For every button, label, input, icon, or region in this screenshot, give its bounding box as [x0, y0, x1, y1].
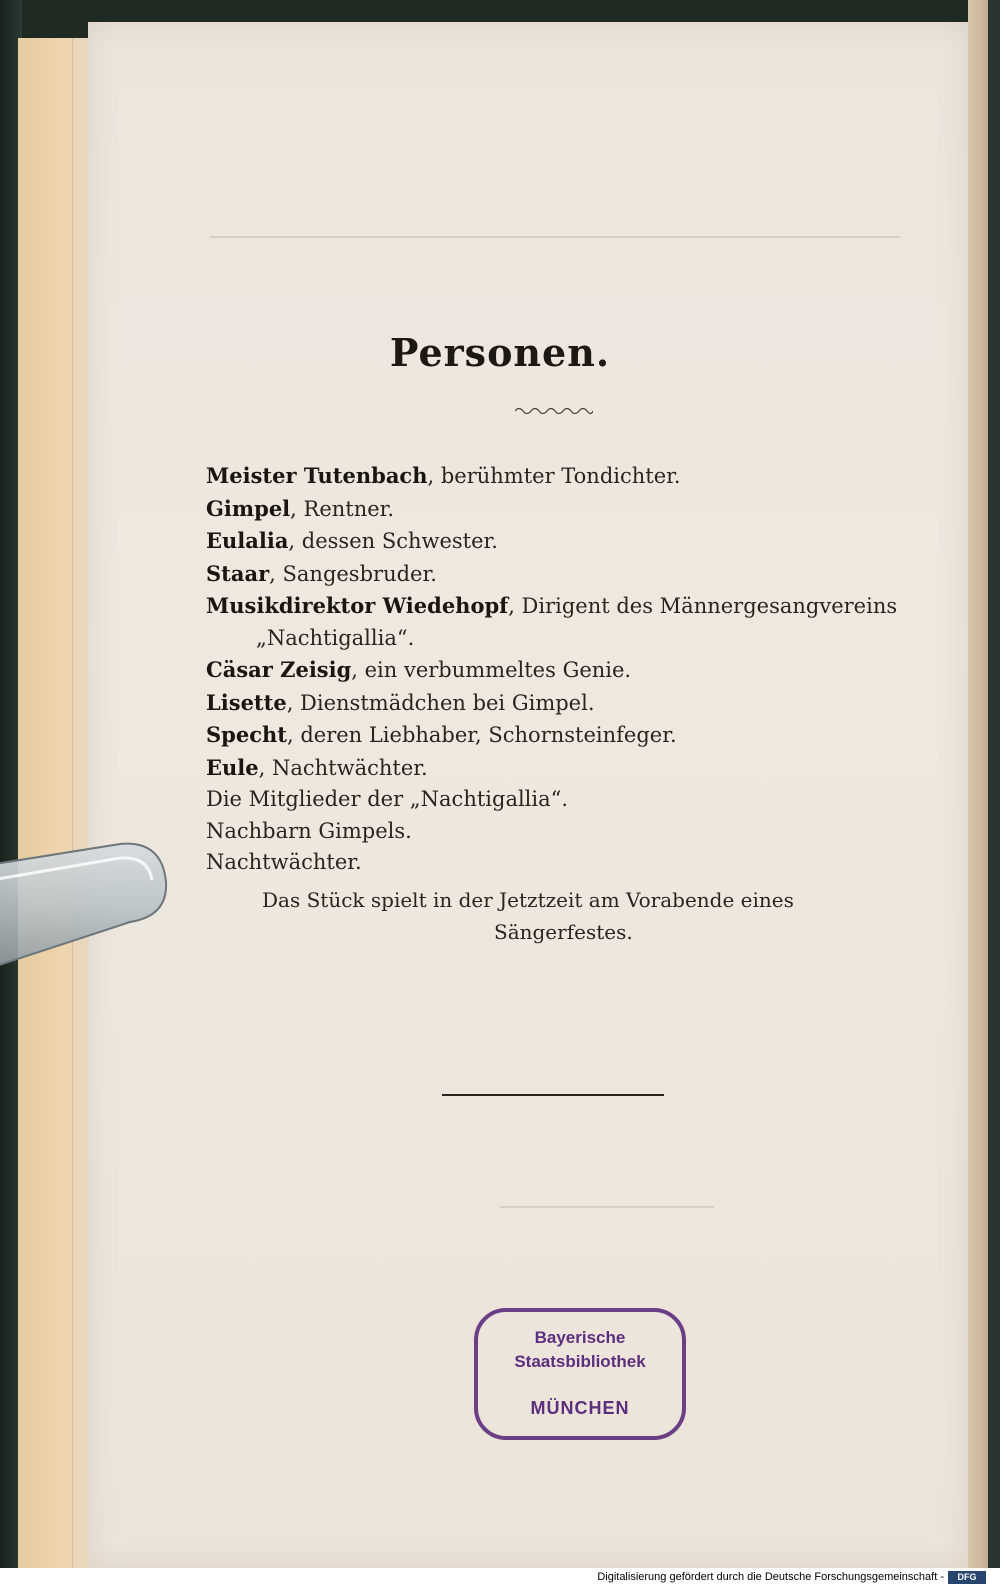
stamp-line: Bayerische: [534, 1328, 626, 1347]
person-name: Cäsar Zeisig: [206, 657, 352, 682]
closing-rule: [442, 1094, 664, 1096]
setting-line: Sängerfestes.: [494, 920, 633, 944]
person-entry: [206, 784, 926, 816]
title-ornament: [515, 406, 593, 416]
person-description: , dessen Schwester.: [288, 529, 498, 553]
person-description: , Sangesbruder.: [269, 561, 437, 586]
person-name: Eule: [206, 754, 259, 780]
person-entry: [206, 460, 926, 493]
person-description: , ein verbummeltes Genie.: [351, 658, 632, 682]
setting-line: Das Stück spielt in der Jetztzeit am Vorabende eines: [262, 888, 794, 912]
person-name: Specht: [206, 722, 287, 747]
stamp-line: MÜNCHEN: [530, 1398, 630, 1418]
show-through-rule: [500, 1206, 714, 1208]
person-description: , berühmter Tondichter.: [427, 464, 681, 488]
person-description: Nachbarn Gimpels.: [206, 818, 412, 843]
person-description: , Dienstmädchen bei Gimpel.: [286, 690, 595, 715]
person-description: , Dirigent des Männergesangvereins: [508, 594, 898, 618]
person-entry: [206, 654, 926, 687]
person-description: , Nachtwächter.: [258, 755, 428, 780]
show-through-rule: [210, 236, 900, 238]
stamp-line: Staatsbibliothek: [514, 1352, 646, 1371]
page-holder-clip: [0, 842, 170, 974]
person-description: Die Mitglieder der „Nachtigallia“.: [206, 787, 569, 811]
persons-list: [206, 460, 926, 879]
setting-note: [262, 884, 882, 948]
person-entry: [206, 493, 926, 526]
person-name: Meister Tutenbach: [206, 463, 428, 488]
person-entry: [206, 590, 926, 623]
person-entry: [206, 558, 926, 591]
binding-right: [988, 0, 1000, 1568]
person-name: Gimpel: [206, 495, 291, 521]
person-entry-continuation: [206, 623, 926, 655]
person-description: „Nachtigallia“.: [256, 625, 415, 650]
person-entry: [206, 816, 926, 848]
page-title: Personen.: [389, 330, 611, 375]
person-description: , deren Liebhaber, Schornsteinfeger.: [286, 723, 677, 747]
person-description: Nachtwächter.: [206, 850, 362, 874]
dfg-logo: DFG: [948, 1571, 986, 1584]
footer-credit: Digitalisierung gefördert durch die Deutsche Forschungsgemeinschaft -: [597, 1571, 944, 1583]
person-name: Staar: [206, 560, 270, 586]
person-name: Eulalia: [206, 528, 289, 553]
person-entry: [206, 847, 926, 879]
library-stamp: [474, 1308, 686, 1440]
person-entry: [206, 719, 926, 752]
person-entry: [206, 687, 926, 720]
person-description: , Rentner.: [290, 496, 395, 521]
person-name: Lisette: [206, 689, 287, 715]
person-name: Musikdirektor Wiedehopf: [206, 593, 509, 618]
person-entry: [206, 525, 926, 558]
person-entry: [206, 752, 926, 785]
